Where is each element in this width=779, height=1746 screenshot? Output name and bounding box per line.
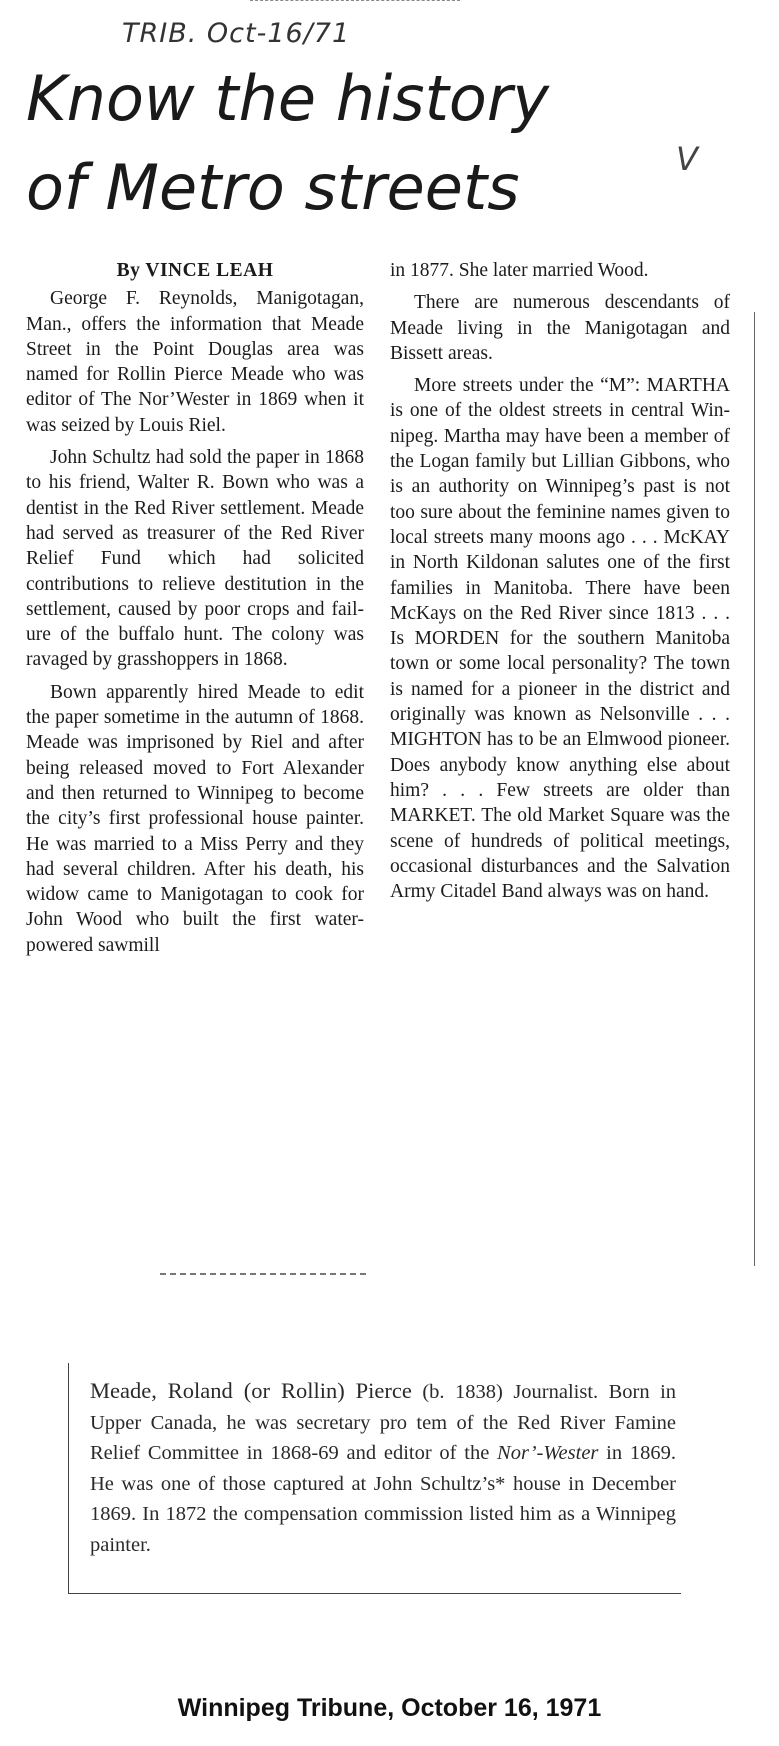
bio-paper-title: Nor’-Wester: [497, 1442, 599, 1464]
clipping-edge-line: [754, 312, 755, 1266]
headline-line-1: Know the history: [26, 62, 550, 135]
article-column-left: [26, 258, 364, 965]
bio-text-a: Journalist. Born in Upper Canada, he was secretary pro tem of the Red River Famine Relief Committee in 1868-69 and editor of the: [90, 1381, 677, 1464]
article-paragraph: There are numerous descendants of Meade living in the Manigotagan and Bissett areas.: [390, 292, 730, 364]
bio-text-b: in 1869. He was one of those captured at John Schultz’s* house in December 1869. In 1872 the compensation commission listed him as a Winnipeg painter.: [90, 1442, 676, 1556]
clipping-cut-line: [160, 1273, 366, 1275]
source-caption: Winnipeg Tribune, October 16, 1971: [177, 1694, 602, 1722]
bio-name: Meade, Roland (or Rollin) Pierce: [90, 1378, 412, 1403]
article-paragraph: John Schultz had sold the paper in 1868 to his friend, Walter R. Bown who was a dentist in the Red River settlement. Meade had served as treasurer of the Red River Relief Fund which had solicited contributions to relieve destitution in the settlement, caused by poor crops and failure of the buffalo hunt. The colony was ravaged by grasshoppers in 1868.: [26, 447, 364, 671]
article-paragraph: More streets under the “M”: MARTHA is one of the oldest streets in central Winnipeg. Martha may have been a member of the Logan family but Lillian Gibbons, who is an authority on Winnipeg’s past is not too sure about the feminine names given to local streets many moons ago . . . McKAY in North Kildonan salutes one of the first families in Manitoba. There have been McKays on the Red River since 1813 . . . Is MORDEN for the southern Manitoba town or some local personality? The town is named for a pioneer in the district and originally was known as Nelsonville . . . MIGHTON has to be an Elmwood pioneer. Does anybody know anything else about him? . . . Few streets are older than MARKET. The old Market Square was the scene of hundreds of political meetings, occasional disturbances and the Salvation Army Citadel Band always was on hand.: [390, 375, 730, 903]
article-paragraph: Bown apparently hired Meade to edit the paper sometime in the autumn of 1868. Meade was imprisoned by Riel and after being released moved to Fort Alexander and then returned to Winnipeg to become the city’s first professional house painter. He was married to a Miss Perry and they had several children. After his death, his widow came to Manigotagan to cook for John Wood who built the first water-powered sawmill: [26, 681, 364, 956]
article-paragraph: George F. Reynolds, Manigotagan, Man., offers the information that Meade Street in the Point Douglas area was named for Rollin Pierce Meade who was editor of The Nor’Wester in 1869 when it was seized by Louis Riel.: [26, 288, 364, 436]
torn-edge-rule: [250, 0, 460, 1]
byline: By VINCE LEAH: [116, 260, 274, 281]
article-paragraph: in 1877. She later married Wood.: [390, 260, 649, 281]
bio-years: (b. 1838): [422, 1381, 503, 1403]
article-column-right: [390, 258, 730, 911]
headline: [26, 54, 646, 232]
headline-line-2: of Metro streets: [26, 151, 520, 224]
margin-check-mark: V: [676, 140, 698, 178]
handwritten-note: TRIB. Oct-16/71: [122, 18, 351, 49]
biography-entry: [90, 1376, 676, 1560]
